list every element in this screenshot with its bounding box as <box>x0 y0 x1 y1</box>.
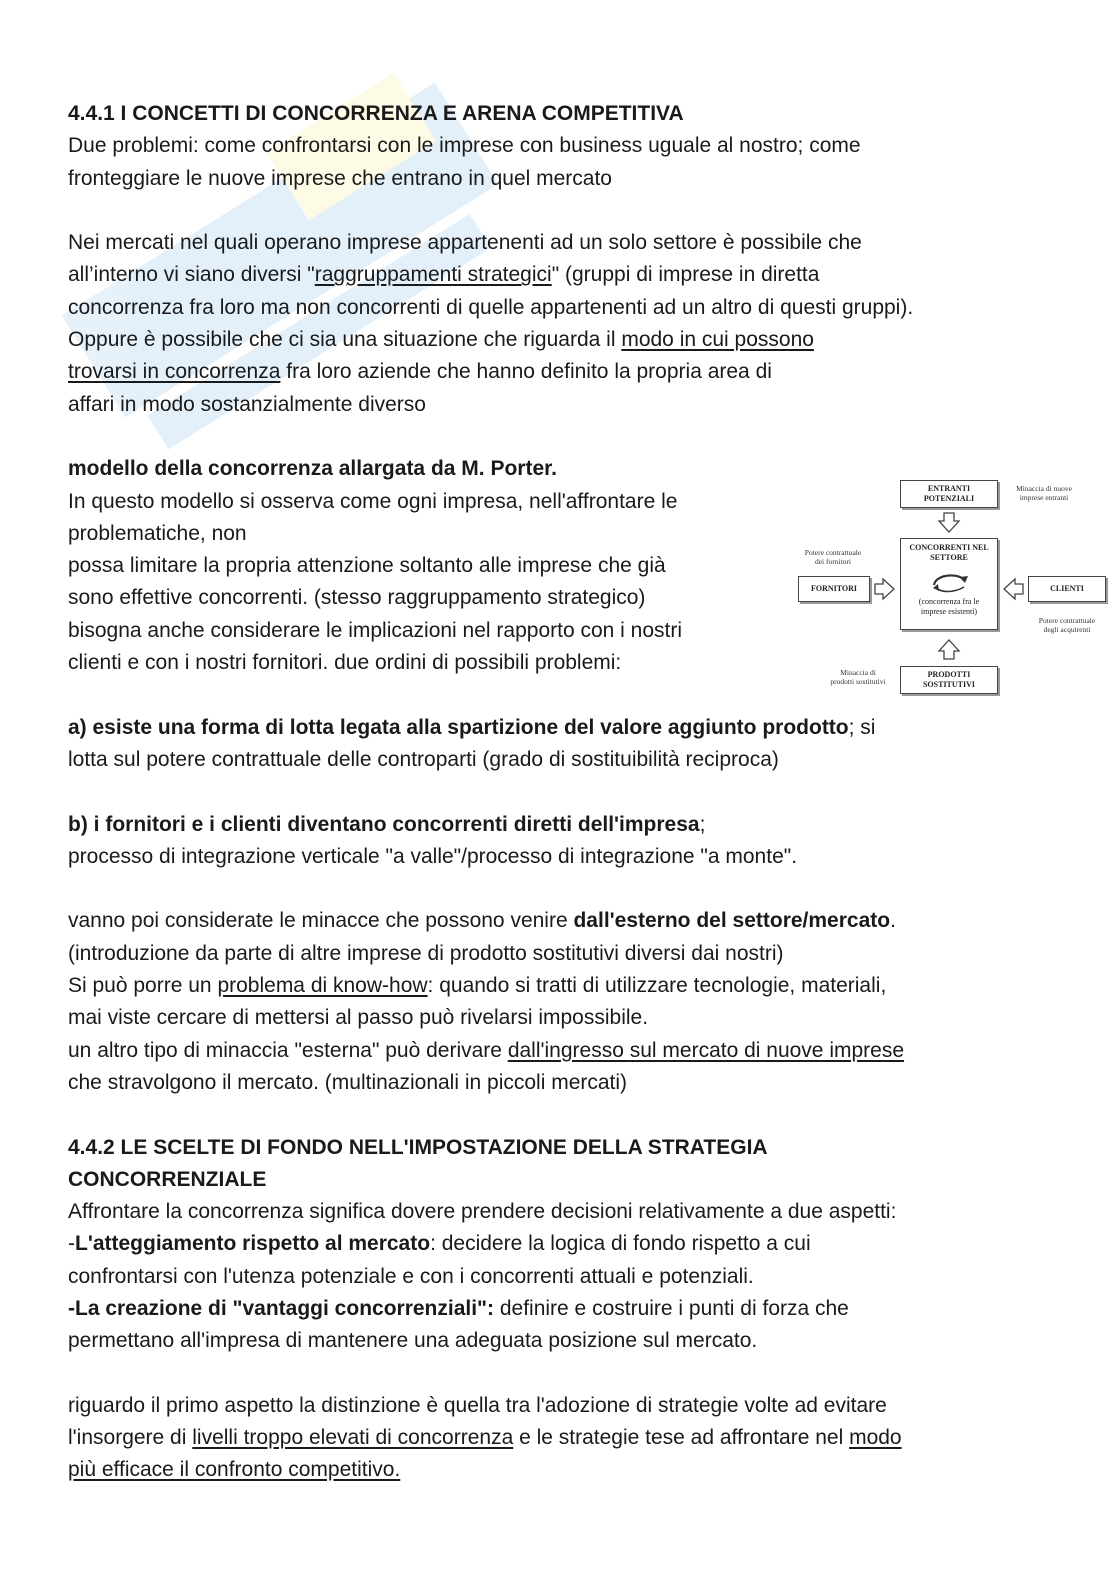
p2-line-6: affari in modo sostanzialmente diverso <box>68 392 426 416</box>
p4-line-5: permettano all'impresa di mantenere una adeguata posizione sul mercato. <box>68 1329 758 1353</box>
porter-line-4: sono effettive concorrenti. (stesso raggruppamento strategico) <box>68 586 646 610</box>
heading-4-4-1: 4.4.1 I CONCETTI DI CONCORRENZA E ARENA COMPETITIVA <box>68 102 684 125</box>
p3-line-4: mai viste cercare di mettersi al passo può rivelarsi impossibile. <box>68 1006 649 1030</box>
arrow-right-icon <box>874 576 896 602</box>
p2-line-2: all’interno vi siano diversi "raggruppamenti strategici" (gruppi di imprese in diretta <box>68 263 820 287</box>
p2-line-4: Oppure è possibile che ci sia una situazione che riguarda il modo in cui possono <box>68 328 814 352</box>
note-potere-fornitori: Potere contrattuale dei fornitori <box>804 548 862 566</box>
p5-line-1: riguardo il primo aspetto la distinzione è quella tra l'adozione di strategie volte ad evitare <box>68 1393 887 1417</box>
point-a-line-2: lotta sul potere contrattuale delle controparti (grado di sostituibilità reciproca) <box>68 747 779 771</box>
p2-line-3: concorrenza fra loro ma non concorrenti di quelle appartenenti ad un altro di questi gruppi). <box>68 295 914 319</box>
box-entranti-potenziali: ENTRANTI POTENZIALI <box>900 480 998 508</box>
intro-line-1: Due problemi: come confrontarsi con le imprese con business uguale al nostro; come <box>68 134 861 158</box>
arrow-down-icon <box>936 512 962 534</box>
porter-line-3: possa limitare la propria attenzione soltanto alle imprese che già <box>68 554 666 578</box>
p3-line-2: (introduzione da parte di altre imprese di prodotto sostitutivi diversi dai nostri) <box>68 941 784 965</box>
document-page <box>68 98 1058 1487</box>
note-potere-acquirenti: Potere contrattuale degli acquirenti <box>1038 616 1096 634</box>
box-clienti: CLIENTI <box>1028 576 1106 602</box>
heading-4-4-2-line-1: 4.4.2 LE SCELTE DI FONDO NELL'IMPOSTAZIONE DELLA STRATEGIA <box>68 1135 768 1159</box>
p4-line-1: Affrontare la concorrenza significa dovere prendere decisioni relativamente a due aspetti: <box>68 1200 897 1224</box>
point-b-line-1: b) i fornitori e i clienti diventano concorrenti diretti dell'impresa; <box>68 812 706 836</box>
arrow-up-icon <box>936 638 962 660</box>
note-minaccia-prodotti: Minaccia di prodotti sostitutivi <box>830 668 886 686</box>
p2-line-1: Nei mercati nel quali operano imprese appartenenti ad un solo settore è possibile che <box>68 231 862 255</box>
porter-five-forces-diagram <box>798 478 1110 700</box>
porter-line-1: In questo modello si osserva come ogni impresa, nell'affrontare le <box>68 489 678 513</box>
p5-line-3: più efficace il confronto competitivo. <box>68 1458 401 1482</box>
p4-line-4: -La creazione di "vantaggi concorrenziali": definire e costruire i punti di forza che <box>68 1296 849 1320</box>
box-prodotti-sostitutivi: PRODOTTI SOSTITUTIVI <box>900 666 998 694</box>
p3-line-5: un altro tipo di minaccia "esterna" può derivare dall'ingresso sul mercato di nuove imprese <box>68 1038 905 1062</box>
p5-line-2: l'insorgere di livelli troppo elevati di concorrenza e le strategie tese ad affrontare nel modo <box>68 1426 902 1450</box>
p4-line-2: -L'atteggiamento rispetto al mercato: decidere la logica di fondo rispetto a cui <box>68 1232 811 1256</box>
p3-line-3: Si può porre un problema di know-how: quando si tratti di utilizzare tecnologie, materiali, <box>68 974 887 998</box>
p4-line-3: confrontarsi con l'utenza potenziale e con i concorrenti attuali e potenziali. <box>68 1264 754 1288</box>
box-concorrenti-settore: CONCORRENTI NEL SETTORE (concorrenza fra le imprese esistenti) <box>900 538 998 630</box>
arrow-left-icon <box>1002 576 1024 602</box>
point-a-line-1: a) esiste una forma di lotta legata alla spartizione del valore aggiunto prodotto; si <box>68 715 876 739</box>
p3-line-6: che stravolgono il mercato. (multinazionali in piccoli mercati) <box>68 1070 628 1094</box>
note-minaccia-nuove-imprese: Minaccia di nuove imprese entranti <box>1016 484 1072 502</box>
porter-line-5: bisogna anche considerare le implicazioni nel rapporto con i nostri <box>68 618 683 642</box>
heading-4-4-2-line-2: CONCORRENZIALE <box>68 1167 267 1191</box>
intro-line-2: fronteggiare le nuove imprese che entrano in quel mercato <box>68 166 612 190</box>
box-fornitori: FORNITORI <box>798 576 870 602</box>
point-b-line-2: processo di integrazione verticale "a valle"/processo di integrazione "a monte". <box>68 844 798 868</box>
porter-line-2: problematiche, non <box>68 521 247 545</box>
porter-line-6: clienti e con i nostri fornitori. due ordini di possibili problemi: <box>68 651 622 675</box>
p2-line-5: trovarsi in concorrenza fra loro aziende che hanno definito la propria area di <box>68 360 772 384</box>
porter-title: modello della concorrenza allargata da M. Porter. <box>68 457 557 481</box>
rivalry-circle-icon <box>924 567 974 595</box>
p3-line-1: vanno poi considerate le minacce che possono venire dall'esterno del settore/mercato. <box>68 909 896 933</box>
